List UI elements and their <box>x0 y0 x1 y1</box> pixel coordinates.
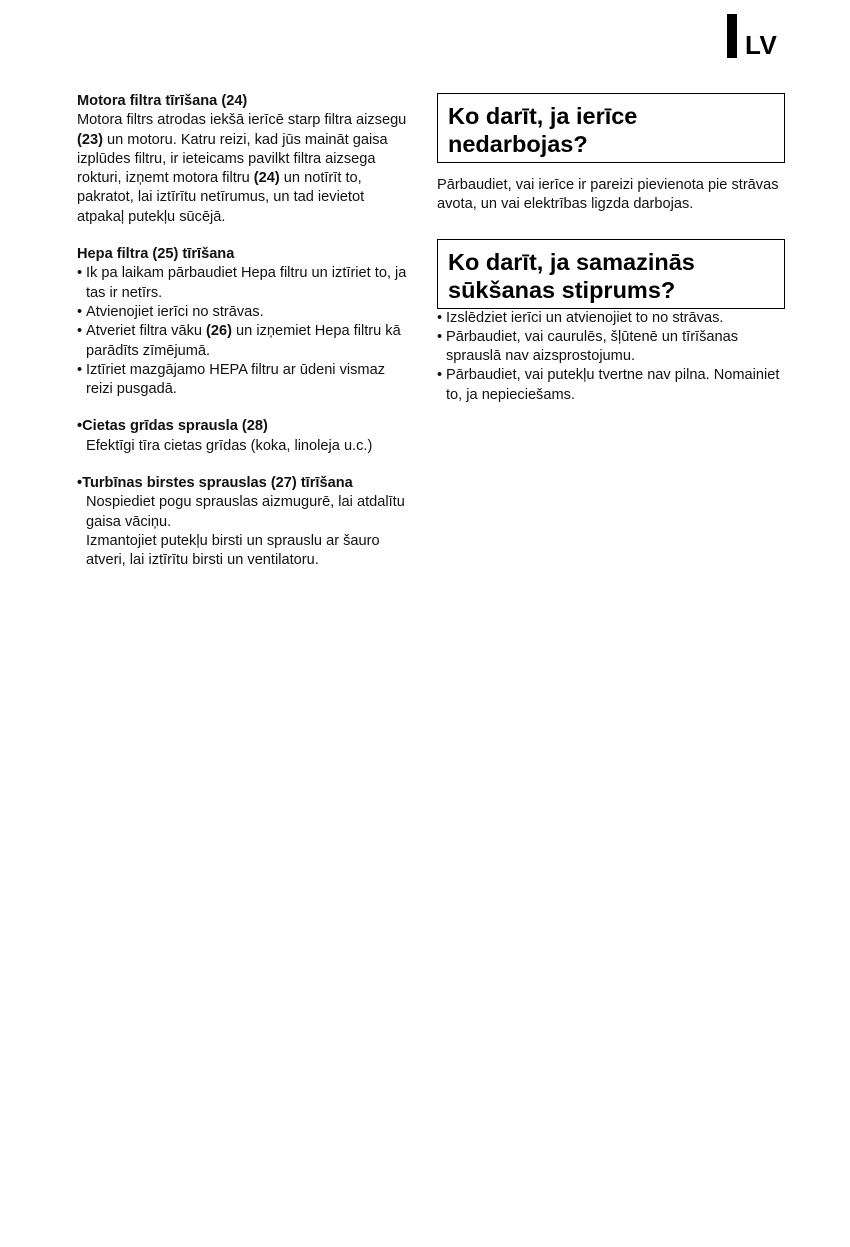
motor-text-part1: Motora filtrs atrodas iekšā ierīcē starp filtra aizsegu <box>77 112 407 129</box>
language-bar <box>727 14 737 58</box>
hepa-item-1: • Ik pa laikam pārbaudiet Hepa filtru un iztīriet to, ja tas ir netīrs. <box>77 264 407 303</box>
hepa-item-4: • Iztīriet mazgājamo HEPA filtru ar ūdeni vismaz reizi pusgadā. <box>77 361 407 400</box>
hepa-ref-26: (26) <box>206 323 232 340</box>
hard-floor-title: • Cietas grīdas sprausla (28) <box>77 417 407 436</box>
right-column <box>437 93 787 405</box>
hepa-filter-list <box>77 264 407 399</box>
turbo-brush-title: • Turbīnas birstes sprauslas (27) tīrīšana <box>77 474 407 493</box>
not-working-heading-box: Ko darīt, ja ierīce nedarbojas? <box>437 93 785 163</box>
suction-item-3: • Pārbaudiet, vai putekļu tvertne nav pilna. Nomainiet to, ja nepieciešams. <box>437 366 787 405</box>
motor-ref-24: (24) <box>253 170 280 187</box>
hepa-item-2: • Atvienojiet ierīci no strāvas. <box>77 303 407 322</box>
motor-filter-title: Motora filtra tīrīšana (24) <box>77 93 248 109</box>
hepa-filter-section <box>77 245 407 399</box>
not-working-text: Pārbaudiet, vai ierīce ir pareizi pievienota pie strāvas avota, un vai elektrības ligzda darbojas. <box>437 177 779 213</box>
turbo-brush-section <box>77 474 407 570</box>
motor-ref-23: (23) <box>77 131 103 148</box>
motor-text-part3: un notīrīt to, pakratot, lai iztīrītu netīrumus, un tad ievietot atpakaļ putekļu sūcējā. <box>77 170 365 225</box>
hepa-filter-title: Hepa filtra (25) tīrīšana <box>77 246 235 263</box>
hard-floor-section <box>77 417 407 456</box>
suction-list <box>437 309 787 405</box>
hepa-item-3-pre: Atveriet filtra vāku <box>86 323 207 340</box>
turbo-brush-text-1: Nospiediet pogu sprauslas aizmugurē, lai atdalītu gaisa vāciņu. <box>86 494 405 530</box>
hard-floor-text: Efektīgi tīra cietas grīdas (koka, linoleja u.c.) <box>86 437 373 454</box>
hepa-item-3 <box>77 322 407 361</box>
suction-item-2: • Pārbaudiet, vai caurulēs, šļūtenē un tīrīšanas sprauslā nav aizsprostojumu. <box>437 328 787 367</box>
suction-heading-box: Ko darīt, ja samazinās sūkšanas stiprums? <box>437 239 785 309</box>
hepa-item-3-post: un izņemiet Hepa filtru kā parādīts zīmējumā. <box>86 323 401 359</box>
suction-item-1: • Izslēdziet ierīci un atvienojiet to no strāvas. <box>437 309 787 328</box>
motor-filter-text <box>77 111 407 227</box>
language-code: LV <box>745 30 778 60</box>
turbo-brush-text-2: Izmantojiet putekļu birsti un sprauslu ar šauro atveri, lai iztīrītu birsti un ventilatoru. <box>86 532 380 569</box>
language-marker <box>727 14 777 58</box>
left-column <box>77 92 407 589</box>
motor-text-part2: un motoru. Katru reizi, kad jūs maināt gaisa izplūdes filtru, ir ieteicams pavilkt filtra aizsega rokturi, izņemt motora filtru <box>77 131 388 187</box>
motor-filter-section <box>77 92 407 227</box>
